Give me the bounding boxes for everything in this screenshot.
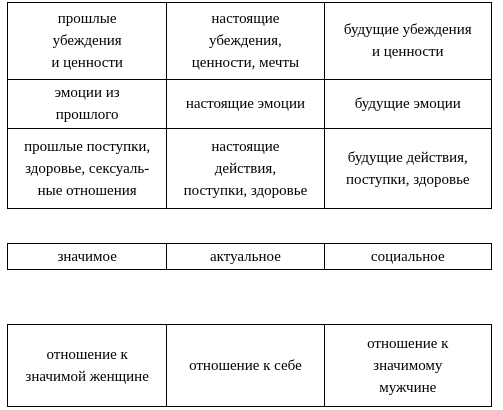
- table-row: [8, 129, 492, 209]
- relations-table: [7, 324, 492, 407]
- cell-relation-man: отношение к значимому мужчине: [324, 325, 491, 407]
- table-row: [8, 244, 492, 270]
- cell-past-emotions: эмоции из прошлого: [8, 80, 167, 129]
- cell-present-beliefs: настоящие убеждения, ценности, мечты: [167, 3, 324, 80]
- cell-future-actions: будущие действия, поступки, здоровье: [324, 129, 491, 209]
- cell-past-beliefs: прошлые убеждения и ценности: [8, 3, 167, 80]
- cell-relation-self: отношение к себе: [167, 325, 324, 407]
- cell-future-emotions: будущие эмоции: [324, 80, 491, 129]
- cell-future-beliefs: будущие убеждения и ценности: [324, 3, 491, 80]
- spheres-table: [7, 243, 492, 270]
- time-emotions-table: [7, 2, 492, 209]
- cell-present-actions: настоящие действия, поступки, здоровье: [167, 129, 324, 209]
- table-row: [8, 80, 492, 129]
- cell-social: социальное: [324, 244, 491, 270]
- table-row: [8, 325, 492, 407]
- cell-significant: значимое: [8, 244, 167, 270]
- table-row: [8, 3, 492, 80]
- cell-relation-woman: отношение к значимой женщине: [8, 325, 167, 407]
- cell-past-actions: прошлые поступки, здоровье, сексуаль- ные отношения: [8, 129, 167, 209]
- cell-actual: актуальное: [167, 244, 324, 270]
- cell-present-emotions: настоящие эмоции: [167, 80, 324, 129]
